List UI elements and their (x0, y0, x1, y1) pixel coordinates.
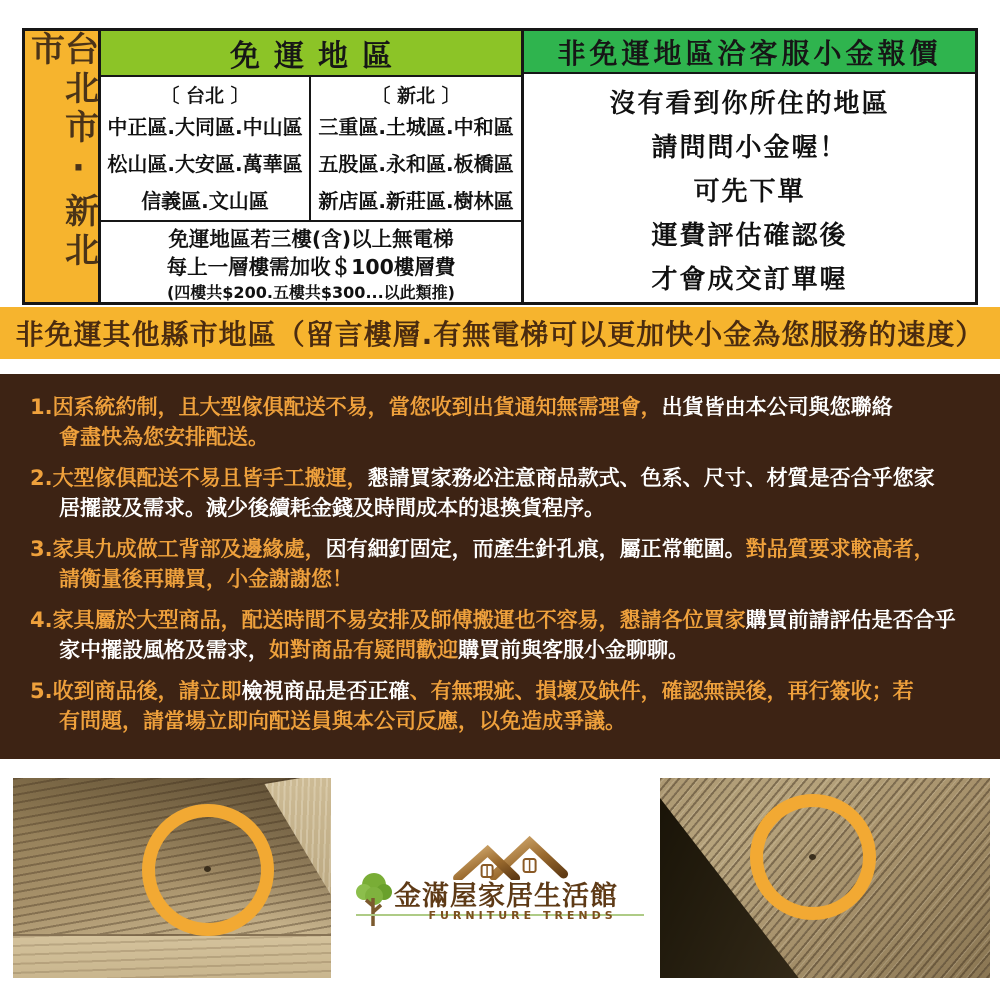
shipping-table (22, 28, 978, 305)
district-row: 信義區.文山區 (141, 189, 269, 213)
paid-shipping-section (521, 31, 975, 302)
note-text: 1.因系統約制，且大型傢俱配送不易，當您收到出貨通知無需理會， (30, 395, 662, 419)
district-row: 五股區.永和區.板橋區 (318, 152, 514, 176)
note-item-3 (30, 534, 986, 594)
paid-shipping-body (524, 74, 975, 302)
paid-shipping-line: 可先下單 (693, 177, 806, 207)
note-text: 3.家具九成做工背部及邊緣處， (30, 537, 326, 561)
region-sidebar-label: 台北市·新北市 (24, 31, 99, 271)
tree-icon (356, 870, 392, 928)
note-text: 家中擺設風格及需求， (59, 638, 269, 662)
note-line (30, 463, 986, 493)
district-columns (101, 77, 521, 222)
wood-photo-right (660, 778, 990, 978)
note-text: 對品質要求較高者， (745, 537, 935, 561)
note-text: 5.收到商品後，請立即 (30, 679, 242, 703)
purchase-notes-section (0, 374, 1000, 759)
paid-shipping-line: 請問問小金喔！ (651, 133, 848, 163)
note-text: 如對商品有疑問歡迎 (269, 638, 458, 662)
note-text: 有問題，請當場立即向配送員與本公司反應，以免造成爭議。 (59, 709, 626, 733)
nail-hole-dot (204, 866, 211, 872)
note-text: 、有無瑕疵、損壞及缺件，確認無誤後，再行簽收；若 (409, 679, 914, 703)
note-line (30, 635, 986, 665)
xinbei-column (311, 77, 521, 220)
note-text: 居擺設及需求。減少後續耗金錢及時間成本的退換貨程序。 (59, 496, 605, 520)
note-text: 請衡量後再購買，小金謝謝您！ (59, 567, 353, 591)
note-item-4 (30, 605, 986, 665)
note-text: 因有細釘固定，而產生針孔痕，屬正常範圍。 (325, 537, 746, 561)
district-row: 新店區.新莊區.樹林區 (318, 189, 514, 213)
stairs-fee-example: (四樓共$200.五樓共$300...以此類推) (166, 283, 455, 302)
nail-hole-dot (809, 854, 816, 860)
region-sidebar (25, 31, 101, 302)
note-line (30, 676, 986, 706)
note-text: 購買前與客服小金聊聊。 (458, 638, 689, 662)
note-item-2 (30, 463, 986, 523)
stairs-fee-note (101, 222, 521, 305)
district-row: 中正區.大同區.中山區 (107, 115, 303, 139)
note-item-1 (30, 392, 986, 452)
brand-name: 金滿屋家居生活館 (394, 881, 618, 912)
district-row: 三重區.土城區.中和區 (318, 115, 514, 139)
note-text: 出貨皆由本公司與您聯絡 (661, 395, 893, 419)
wood-bottom-board (13, 934, 331, 978)
other-region-banner-text: 非免運其他縣市地區（留言樓層.有無電梯可以更加快小金為您服務的速度） (15, 318, 985, 351)
note-line (30, 534, 986, 564)
paid-shipping-line: 才會成交訂單喔 (651, 265, 848, 295)
note-line (30, 706, 986, 736)
note-item-5 (30, 676, 986, 736)
note-text: 檢視商品是否正確 (241, 679, 410, 703)
note-text: 4.家具屬於大型商品，配送時間不易安排及師傅搬運也不容易，懇請各位買家 (30, 608, 746, 632)
other-region-banner (0, 307, 1000, 359)
note-text: 懇請買家務必注意商品款式、色系、尺寸、材質是否合乎您家 (367, 466, 935, 490)
note-line (30, 422, 986, 452)
paid-shipping-line: 沒有看到你所住的地區 (609, 89, 890, 119)
taipei-column (101, 77, 311, 220)
district-row: 松山區.大安區.萬華區 (107, 152, 303, 176)
note-text: 會盡快為您安排配送。 (59, 425, 269, 449)
note-text: 2.大型傢俱配送不易且皆手工搬運， (30, 466, 368, 490)
note-text: 購買前請評估是否合乎 (745, 608, 956, 632)
taipei-column-title: 〔 台北 〕 (160, 85, 250, 107)
wood-photo-left (13, 778, 331, 978)
xinbei-column-title: 〔 新北 〕 (371, 85, 461, 107)
paid-shipping-header: 非免運地區洽客服小金報價 (524, 31, 975, 74)
stairs-fee-line: 每上一層樓需加收＄100樓層費 (166, 255, 456, 279)
brand-logo (356, 834, 644, 934)
stairs-fee-line: 免運地區若三樓(含)以上無電梯 (168, 227, 454, 251)
brand-tagline: FURNITURE TRENDS (428, 909, 617, 922)
note-line (30, 493, 986, 523)
free-shipping-section (101, 31, 521, 302)
note-line (30, 564, 986, 594)
free-shipping-header: 免運地區 (101, 31, 521, 77)
note-line (30, 605, 986, 635)
paid-shipping-line: 運費評估確認後 (651, 221, 848, 251)
note-line (30, 392, 986, 422)
